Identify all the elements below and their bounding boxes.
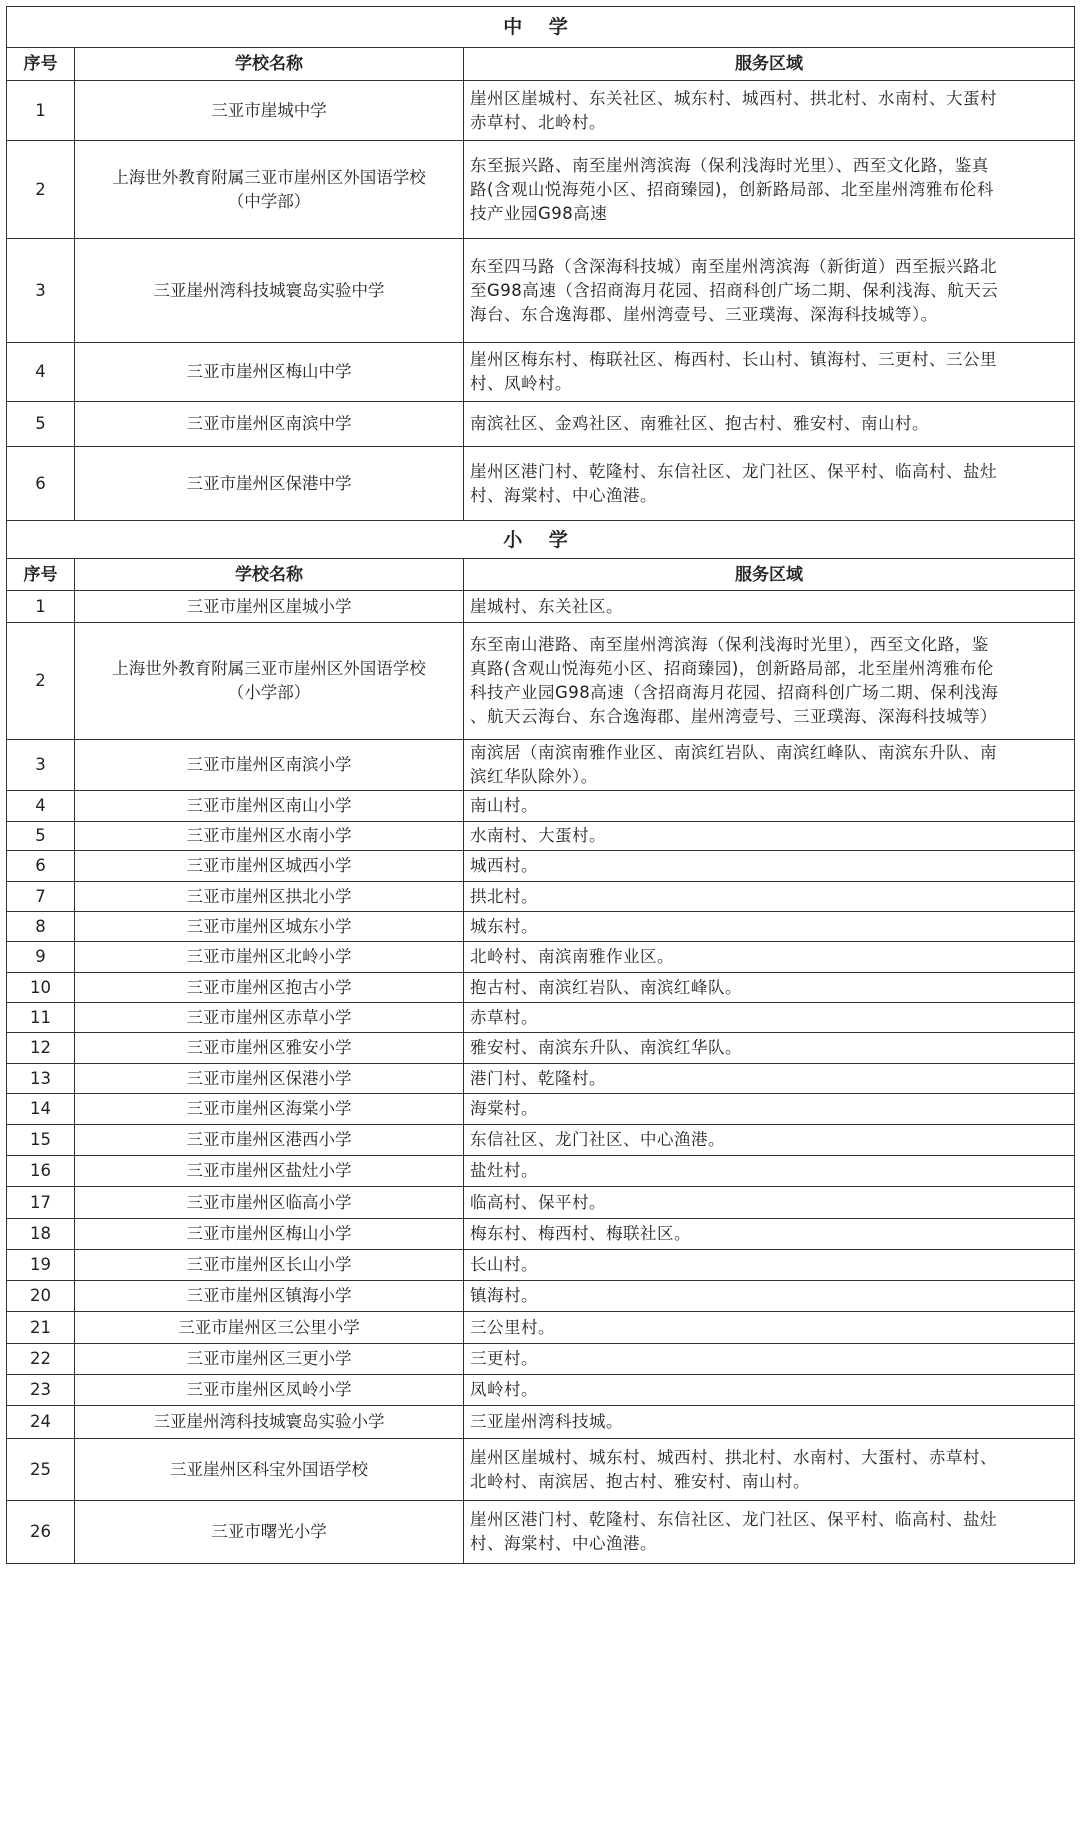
service-area: [464, 591, 1075, 623]
column-header-row: [7, 559, 1075, 591]
school-name: [75, 822, 464, 851]
service-area-line: 镇海村。: [470, 1286, 538, 1305]
school-name-line: 三亚市崖州区赤草小学: [186, 1007, 352, 1027]
table-row: [7, 1033, 1075, 1064]
service-area-line: 盐灶村。: [470, 1161, 538, 1180]
school-name: [75, 343, 464, 402]
service-area-line: 东至振兴路、南至崖州湾滨海（保利浅海时光里）、西至文化路，鉴真: [470, 155, 989, 175]
row-number: 14: [7, 1094, 75, 1125]
table-row: [7, 1344, 1075, 1375]
section-title: 小 学: [7, 521, 1075, 559]
service-area: [464, 81, 1075, 141]
school-name-line: 三亚市崖州区崖城小学: [186, 596, 352, 616]
school-name: [75, 973, 464, 1003]
row-number: 2: [7, 141, 75, 239]
service-area-line: 路(含观山悦海苑小区、招商臻园)，创新路局部、北至崖州湾雅布伦科: [470, 179, 994, 199]
row-number: 5: [7, 822, 75, 851]
school-name-line: 三亚市崖州区北岭小学: [186, 947, 352, 966]
school-name-line: 三亚市崖州区水南小学: [186, 826, 352, 845]
table-row: [7, 1312, 1075, 1344]
school-name-line: 三亚市崖州区长山小学: [186, 1255, 352, 1274]
table-row: [7, 882, 1075, 912]
school-name-line: 三亚市崖城中学: [211, 100, 327, 120]
service-area-line: 港门村、乾隆村。: [470, 1068, 606, 1088]
school-name: [75, 1094, 464, 1125]
school-name: [75, 1439, 464, 1501]
row-number: 3: [7, 740, 75, 791]
service-area: [464, 740, 1075, 791]
service-area-line: 科技产业园G98高速（含招商海月花园、招商科创广场二期、保利浅海: [470, 683, 999, 702]
service-area-line: 凤岭村。: [470, 1380, 538, 1399]
school-name-line: （小学部）: [227, 683, 311, 702]
school-name-line: 三亚市曙光小学: [211, 1522, 327, 1541]
service-area-line: 三更村。: [470, 1349, 538, 1368]
service-area-line: 滨红华队除外）。: [470, 767, 598, 786]
service-area-line: 南滨居（南滨南雅作业区、南滨红岩队、南滨红峰队、南滨东升队、南: [470, 743, 997, 762]
school-service-area-table: [6, 6, 1075, 1564]
school-name: [75, 1344, 464, 1375]
row-number: 6: [7, 447, 75, 521]
service-area-line: 村、海棠村、中心渔港。: [470, 485, 657, 505]
table-row: [7, 343, 1075, 402]
service-area-line: 水南村、大蛋村。: [470, 826, 606, 845]
school-name-line: 三亚市崖州区梅山中学: [186, 362, 352, 381]
service-area: [464, 1033, 1075, 1064]
service-area-line: 东信社区、龙门社区、中心渔港。: [470, 1130, 725, 1149]
school-name: [75, 1406, 464, 1439]
table-row: [7, 1501, 1075, 1564]
service-area-line: 崖州区崖城村、东关社区、城东村、城西村、拱北村、水南村、大蛋村: [470, 88, 997, 108]
school-name-line: 三亚市崖州区保港中学: [186, 473, 352, 493]
school-name: [75, 1312, 464, 1344]
service-area-line: 拱北村。: [470, 886, 538, 906]
school-name-line: 三亚市崖州区南滨小学: [186, 755, 352, 774]
service-area: [464, 973, 1075, 1003]
school-name: [75, 882, 464, 912]
service-area-line: 梅东村、梅西村、梅联社区。: [470, 1224, 691, 1243]
row-number: 6: [7, 851, 75, 882]
service-area: [464, 623, 1075, 740]
service-area: [464, 791, 1075, 822]
service-area: [464, 1406, 1075, 1439]
school-name-line: 三亚市崖州区城西小学: [186, 856, 352, 875]
table-row: [7, 1003, 1075, 1033]
service-area-line: 东至四马路（含深海科技城）南至崖州湾滨海（新街道）西至振兴路北: [470, 256, 997, 276]
school-name: [75, 81, 464, 141]
school-name-line: 三亚市崖州区雅安小学: [186, 1038, 352, 1057]
service-area: [464, 1125, 1075, 1156]
school-name: [75, 1064, 464, 1094]
service-area-line: 三公里村。: [470, 1317, 555, 1337]
table-row: [7, 1375, 1075, 1406]
service-area-line: 崖州区梅东村、梅联社区、梅西村、长山村、镇海村、三更村、三公里: [470, 350, 997, 369]
school-name: [75, 1250, 464, 1281]
row-number: 2: [7, 623, 75, 740]
service-area-line: 抱古村、南滨红岩队、南滨红峰队。: [470, 977, 742, 997]
school-name-line: 三亚市崖州区拱北小学: [186, 886, 352, 906]
row-number: 20: [7, 1281, 75, 1312]
table-row: [7, 1187, 1075, 1219]
school-name-line: 三亚市崖州区南山小学: [186, 796, 352, 815]
table-row: [7, 239, 1075, 343]
row-number: 16: [7, 1156, 75, 1187]
table-row: [7, 912, 1075, 942]
row-number: 1: [7, 591, 75, 623]
row-number: 25: [7, 1439, 75, 1501]
service-area-line: 崖州区港门村、乾隆村、东信社区、龙门社区、保平村、临高村、盐灶: [470, 1510, 997, 1529]
row-number: 26: [7, 1501, 75, 1564]
service-area-line: 海棠村。: [470, 1099, 538, 1118]
service-area: [464, 851, 1075, 882]
school-name: [75, 791, 464, 822]
service-area-line: 南山村。: [470, 796, 538, 815]
row-number: 7: [7, 882, 75, 912]
row-number: 21: [7, 1312, 75, 1344]
school-name-line: 三亚崖州湾科技城寰岛实验小学: [153, 1412, 385, 1431]
row-number: 18: [7, 1219, 75, 1250]
service-area-line: 城东村。: [470, 916, 538, 936]
school-name-line: 三亚市崖州区梅山小学: [186, 1224, 352, 1243]
service-area-line: 北岭村、南滨南雅作业区。: [470, 947, 674, 966]
service-area: [464, 912, 1075, 942]
row-number: 10: [7, 973, 75, 1003]
row-number: 12: [7, 1033, 75, 1064]
school-name-line: （中学部）: [227, 191, 311, 211]
school-name-line: 上海世外教育附属三亚市崖州区外国语学校: [112, 167, 426, 187]
row-number: 3: [7, 239, 75, 343]
row-number: 11: [7, 1003, 75, 1033]
row-number: 22: [7, 1344, 75, 1375]
row-number: 15: [7, 1125, 75, 1156]
service-area-line: 赤草村、北岭村。: [470, 112, 606, 132]
school-name: [75, 912, 464, 942]
row-number: 1: [7, 81, 75, 141]
service-area-line: 雅安村、南滨东升队、南滨红华队。: [470, 1038, 742, 1057]
header-number: 序号: [7, 559, 75, 591]
table-row: [7, 822, 1075, 851]
service-area: [464, 447, 1075, 521]
service-area-line: 赤草村。: [470, 1007, 538, 1027]
service-area-line: 至G98高速（含招商海月花园、招商科创广场二期、保利浅海、航天云: [470, 280, 999, 300]
school-name-line: 三亚市崖州区城东小学: [186, 916, 352, 936]
school-name-line: 三亚市崖州区镇海小学: [186, 1286, 352, 1305]
row-number: 19: [7, 1250, 75, 1281]
service-area-line: 临高村、保平村。: [470, 1192, 606, 1212]
school-name: [75, 1501, 464, 1564]
service-area-line: 村、海棠村、中心渔港。: [470, 1534, 657, 1553]
service-area: [464, 1312, 1075, 1344]
school-name-line: 三亚市崖州区三更小学: [186, 1349, 352, 1368]
service-area: [464, 1250, 1075, 1281]
table-row: [7, 1281, 1075, 1312]
header-service-area: 服务区域: [464, 48, 1075, 81]
service-area-line: 海台、东合逸海郡、崖州湾壹号、三亚璞海、深海科技城等）。: [470, 304, 938, 324]
table-row: [7, 402, 1075, 447]
table-row: [7, 942, 1075, 973]
row-number: 24: [7, 1406, 75, 1439]
school-name: [75, 591, 464, 623]
school-name-line: 三亚市崖州区港西小学: [186, 1130, 352, 1149]
school-name: [75, 447, 464, 521]
school-name: [75, 141, 464, 239]
section-title: 中 学: [7, 7, 1075, 48]
row-number: 17: [7, 1187, 75, 1219]
column-header-row: [7, 48, 1075, 81]
service-area: [464, 1156, 1075, 1187]
header-number: 序号: [7, 48, 75, 81]
table-row: [7, 1439, 1075, 1501]
school-name-line: 三亚市崖州区凤岭小学: [186, 1380, 352, 1399]
table-row: [7, 740, 1075, 791]
service-area: [464, 1003, 1075, 1033]
table-row: [7, 973, 1075, 1003]
school-name-line: 上海世外教育附属三亚市崖州区外国语学校: [112, 659, 426, 678]
school-name: [75, 851, 464, 882]
service-area: [464, 1439, 1075, 1501]
service-area-line: 崖州区崖城村、城东村、城西村、拱北村、水南村、大蛋村、赤草村、: [470, 1447, 997, 1467]
school-name: [75, 740, 464, 791]
row-number: 13: [7, 1064, 75, 1094]
row-number: 4: [7, 791, 75, 822]
row-number: 5: [7, 402, 75, 447]
service-area: [464, 239, 1075, 343]
service-area: [464, 343, 1075, 402]
table-row: [7, 623, 1075, 740]
table-row: [7, 141, 1075, 239]
service-area: [464, 141, 1075, 239]
service-area: [464, 822, 1075, 851]
service-area: [464, 1501, 1075, 1564]
service-area: [464, 1281, 1075, 1312]
row-number: 4: [7, 343, 75, 402]
school-name: [75, 1003, 464, 1033]
table-row: [7, 1125, 1075, 1156]
table-row: [7, 1219, 1075, 1250]
school-name: [75, 623, 464, 740]
service-area-line: 村、凤岭村。: [470, 374, 572, 393]
school-name: [75, 239, 464, 343]
school-name: [75, 1375, 464, 1406]
table-row: [7, 447, 1075, 521]
service-area: [464, 1219, 1075, 1250]
row-number: 23: [7, 1375, 75, 1406]
table-row: [7, 1250, 1075, 1281]
school-name: [75, 1033, 464, 1064]
section-title-row: [7, 7, 1075, 48]
header-school-name: 学校名称: [75, 48, 464, 81]
header-school-name: 学校名称: [75, 559, 464, 591]
school-name-line: 三亚市崖州区抱古小学: [186, 977, 352, 997]
school-name-line: 三亚市崖州区三公里小学: [178, 1317, 360, 1337]
service-area-line: 南滨社区、金鸡社区、南雅社区、抱古村、雅安村、南山村。: [470, 414, 929, 433]
service-area-line: 东至南山港路、南至崖州湾滨海（保利浅海时光里），西至文化路，鉴: [470, 635, 989, 654]
row-number: 9: [7, 942, 75, 973]
table-row: [7, 851, 1075, 882]
service-area: [464, 1344, 1075, 1375]
table-row: [7, 1406, 1075, 1439]
table-row: [7, 1094, 1075, 1125]
school-name: [75, 1156, 464, 1187]
section-title-row: [7, 521, 1075, 559]
school-name-line: 三亚市崖州区南滨中学: [186, 414, 352, 433]
service-area: [464, 402, 1075, 447]
service-area-line: 真路(含观山悦海苑小区、招商臻园)，创新路局部，北至崖州湾雅布伦: [470, 659, 994, 678]
school-name-line: 三亚市崖州区盐灶小学: [186, 1161, 352, 1180]
table-row: [7, 81, 1075, 141]
table-row: [7, 1156, 1075, 1187]
service-area-line: 崖城村、东关社区。: [470, 596, 623, 616]
table-row: [7, 591, 1075, 623]
service-area: [464, 1187, 1075, 1219]
service-area-line: 三亚崖州湾科技城。: [470, 1412, 623, 1431]
service-area-line: 长山村。: [470, 1255, 538, 1274]
table-row: [7, 1064, 1075, 1094]
school-name: [75, 942, 464, 973]
school-name: [75, 1125, 464, 1156]
service-area: [464, 882, 1075, 912]
school-name: [75, 1281, 464, 1312]
service-area: [464, 1094, 1075, 1125]
service-area-line: 、航天云海台、东合逸海郡、崖州湾壹号、三亚璞海、深海科技城等）: [470, 707, 997, 726]
service-area-line: 城西村。: [470, 856, 538, 875]
service-area-line: 崖州区港门村、乾隆村、东信社区、龙门社区、保平村、临高村、盐灶: [470, 461, 997, 481]
school-name-line: 三亚市崖州区临高小学: [186, 1192, 352, 1212]
school-name-line: 三亚崖州区科宝外国语学校: [170, 1459, 368, 1479]
table-row: [7, 791, 1075, 822]
row-number: 8: [7, 912, 75, 942]
service-area-line: 技产业园G98高速: [470, 203, 608, 223]
school-name-line: 三亚崖州湾科技城寰岛实验中学: [153, 280, 385, 300]
school-name-line: 三亚市崖州区海棠小学: [186, 1099, 352, 1118]
school-name: [75, 1219, 464, 1250]
service-area-line: 北岭村、南滨居、抱古村、雅安村、南山村。: [470, 1471, 810, 1491]
school-name: [75, 402, 464, 447]
service-area: [464, 1064, 1075, 1094]
school-name-line: 三亚市崖州区保港小学: [186, 1068, 352, 1088]
school-name: [75, 1187, 464, 1219]
header-service-area: 服务区域: [464, 559, 1075, 591]
service-area: [464, 1375, 1075, 1406]
service-area: [464, 942, 1075, 973]
